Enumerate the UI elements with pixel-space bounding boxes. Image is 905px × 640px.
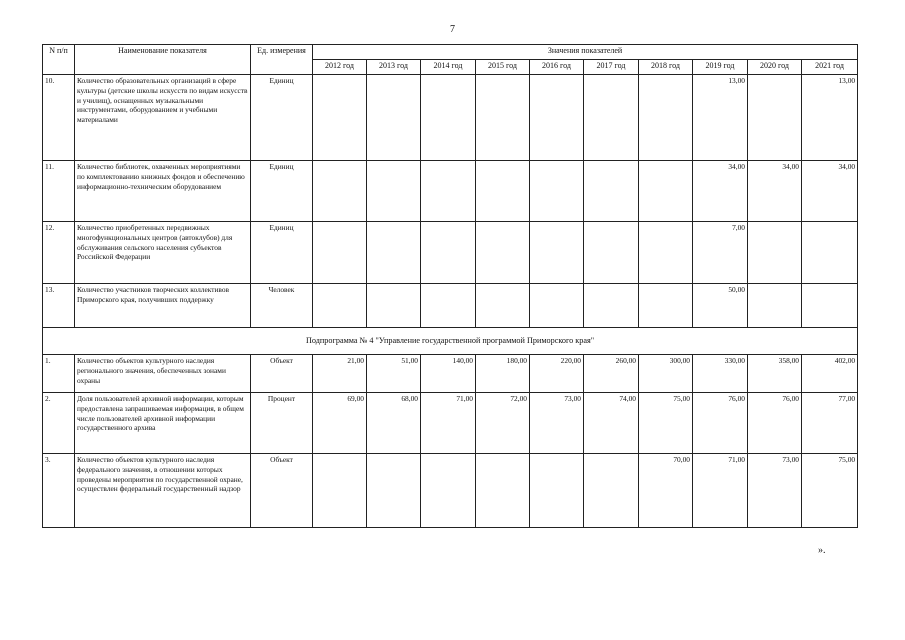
indicators-table <box>42 44 858 528</box>
value-cell: 34,00 <box>693 161 748 222</box>
value-cell <box>802 222 858 284</box>
row-number: 1. <box>43 355 75 393</box>
table-row <box>43 284 858 328</box>
unit-cell: Единиц <box>251 161 313 222</box>
indicator-name: Количество объектов культурного наследия федерального значения, в отношении которых проведены мероприятия по государственной охране, осуществлен федеральный государственный надзор <box>75 454 251 528</box>
table-row <box>43 454 858 528</box>
subprogram-title: Подпрограмма № 4 "Управление государственной программой Приморского края" <box>43 328 858 355</box>
closing-mark: ». <box>818 545 826 556</box>
value-cell <box>367 161 421 222</box>
unit-cell: Единиц <box>251 75 313 161</box>
indicator-name: Количество приобретенных передвижных многофункциональных центров (автоклубов) для обслуживания сельского населения субъектов Российской Федерации <box>75 222 251 284</box>
row-number: 2. <box>43 393 75 454</box>
value-cell <box>584 284 639 328</box>
unit-cell: Процент <box>251 393 313 454</box>
value-cell: 300,00 <box>639 355 693 393</box>
table-row <box>43 161 858 222</box>
value-cell <box>476 454 530 528</box>
value-cell: 13,00 <box>693 75 748 161</box>
header-year: 2021 год <box>802 60 858 75</box>
value-cell <box>421 222 476 284</box>
value-cell <box>476 75 530 161</box>
value-cell <box>584 75 639 161</box>
value-cell <box>748 284 802 328</box>
value-cell: 402,00 <box>802 355 858 393</box>
value-cell <box>367 222 421 284</box>
header-num: N п/п <box>43 45 75 75</box>
header-year: 2014 год <box>421 60 476 75</box>
header-values-title: Значения показателей <box>313 45 858 60</box>
value-cell <box>421 284 476 328</box>
value-cell: 71,00 <box>693 454 748 528</box>
value-cell <box>313 222 367 284</box>
value-cell <box>313 284 367 328</box>
header-year: 2016 год <box>530 60 584 75</box>
table-body-part-2 <box>43 355 858 528</box>
value-cell: 73,00 <box>530 393 584 454</box>
value-cell: 21,00 <box>313 355 367 393</box>
value-cell: 180,00 <box>476 355 530 393</box>
value-cell: 7,00 <box>693 222 748 284</box>
value-cell <box>421 454 476 528</box>
header-year: 2013 год <box>367 60 421 75</box>
page-number: 7 <box>450 24 455 35</box>
value-cell <box>748 75 802 161</box>
indicator-name: Доля пользователей архивной информации, которым предоставлена запрашиваемая информация, в общем числе пользователей архивной информации государственного архива <box>75 393 251 454</box>
subprogram-row <box>43 328 858 355</box>
value-cell <box>639 222 693 284</box>
header-year: 2012 год <box>313 60 367 75</box>
value-cell <box>313 454 367 528</box>
value-cell <box>476 284 530 328</box>
unit-cell: Объект <box>251 355 313 393</box>
value-cell <box>584 222 639 284</box>
value-cell <box>367 454 421 528</box>
value-cell: 260,00 <box>584 355 639 393</box>
value-cell <box>530 454 584 528</box>
value-cell: 70,00 <box>639 454 693 528</box>
row-number: 12. <box>43 222 75 284</box>
value-cell <box>802 284 858 328</box>
value-cell <box>367 284 421 328</box>
value-cell <box>367 75 421 161</box>
value-cell: 71,00 <box>421 393 476 454</box>
unit-cell: Единиц <box>251 222 313 284</box>
indicator-name: Количество образовательных организаций в сфере культуры (детские школы искусств по видам искусств и училищ), оснащенных музыкальными инструментами, оборудованием и учебными материалами <box>75 75 251 161</box>
header-year: 2020 год <box>748 60 802 75</box>
row-number: 10. <box>43 75 75 161</box>
value-cell: 76,00 <box>693 393 748 454</box>
row-number: 11. <box>43 161 75 222</box>
value-cell <box>639 75 693 161</box>
value-cell: 73,00 <box>748 454 802 528</box>
table-row <box>43 222 858 284</box>
value-cell <box>313 75 367 161</box>
header-year: 2015 год <box>476 60 530 75</box>
value-cell: 74,00 <box>584 393 639 454</box>
value-cell: 50,00 <box>693 284 748 328</box>
value-cell <box>748 222 802 284</box>
header-year: 2018 год <box>639 60 693 75</box>
value-cell <box>530 161 584 222</box>
value-cell <box>584 454 639 528</box>
header-row-1 <box>43 45 858 60</box>
value-cell: 140,00 <box>421 355 476 393</box>
value-cell <box>530 222 584 284</box>
unit-cell: Человек <box>251 284 313 328</box>
value-cell <box>639 161 693 222</box>
value-cell: 34,00 <box>748 161 802 222</box>
indicator-name: Количество библиотек, охваченных мероприятиями по комплектованию книжных фондов и обеспечению информационно-техническим оборудованием <box>75 161 251 222</box>
header-unit: Ед. измерения <box>251 45 313 75</box>
value-cell: 330,00 <box>693 355 748 393</box>
table-row <box>43 393 858 454</box>
value-cell: 220,00 <box>530 355 584 393</box>
value-cell: 76,00 <box>748 393 802 454</box>
value-cell: 75,00 <box>802 454 858 528</box>
value-cell <box>421 161 476 222</box>
value-cell <box>530 75 584 161</box>
header-year: 2017 год <box>584 60 639 75</box>
value-cell: 72,00 <box>476 393 530 454</box>
value-cell: 68,00 <box>367 393 421 454</box>
value-cell: 51,00 <box>367 355 421 393</box>
value-cell <box>530 284 584 328</box>
table-row <box>43 75 858 161</box>
value-cell: 75,00 <box>639 393 693 454</box>
value-cell: 77,00 <box>802 393 858 454</box>
header-name: Наименование показателя <box>75 45 251 75</box>
value-cell <box>313 161 367 222</box>
value-cell <box>476 222 530 284</box>
row-number: 13. <box>43 284 75 328</box>
value-cell: 358,00 <box>748 355 802 393</box>
table-body-part-1 <box>43 75 858 328</box>
value-cell: 34,00 <box>802 161 858 222</box>
value-cell <box>476 161 530 222</box>
value-cell <box>639 284 693 328</box>
value-cell <box>584 161 639 222</box>
value-cell: 69,00 <box>313 393 367 454</box>
value-cell: 13,00 <box>802 75 858 161</box>
value-cell <box>421 75 476 161</box>
row-number: 3. <box>43 454 75 528</box>
subprogram-section <box>43 328 858 355</box>
unit-cell: Объект <box>251 454 313 528</box>
indicator-name: Количество участников творческих коллективов Приморского края, получивших поддержку <box>75 284 251 328</box>
indicator-name: Количество объектов культурного наследия регионального значения, обеспеченных зонами охраны <box>75 355 251 393</box>
header-year: 2019 год <box>693 60 748 75</box>
table-row <box>43 355 858 393</box>
